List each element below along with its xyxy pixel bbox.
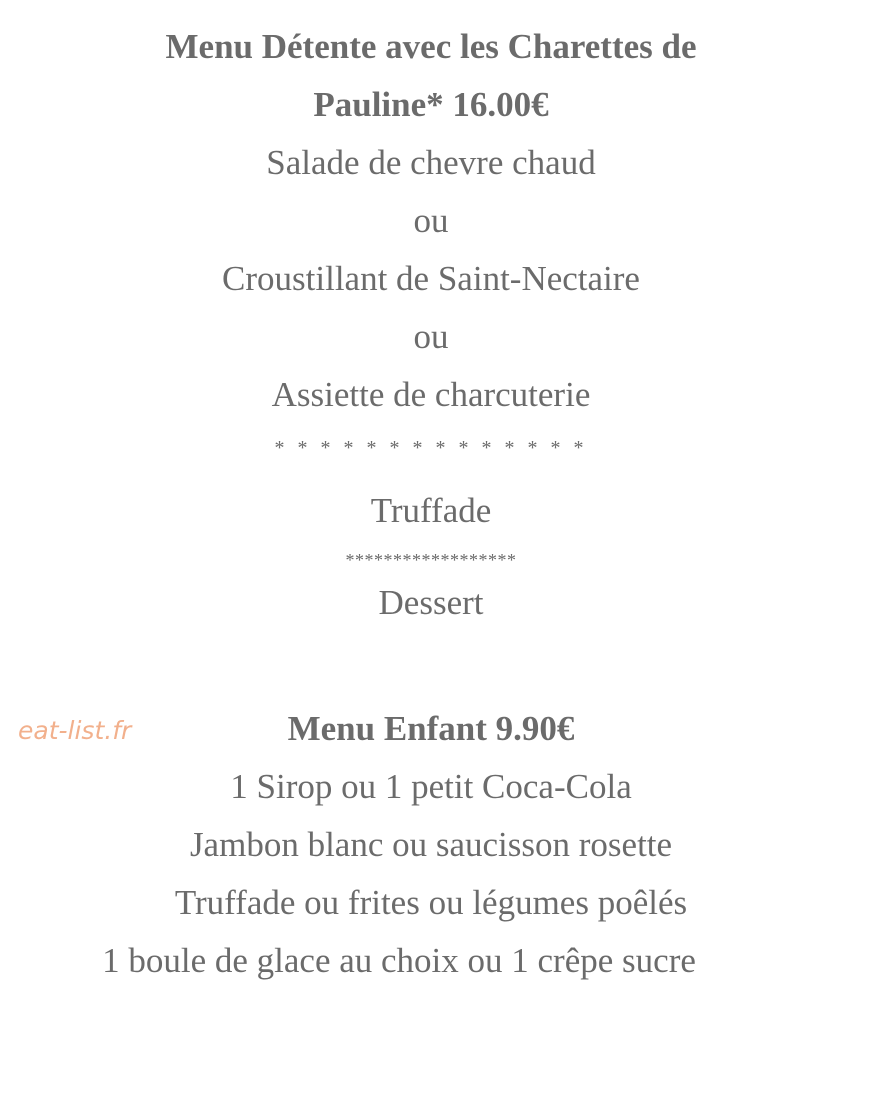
- menu-item-starter: Croustillant de Saint-Nectaire: [222, 259, 640, 298]
- menu-item-or: ou: [413, 201, 449, 240]
- separator-stars: ******************: [345, 550, 517, 570]
- watermark-logo: eat-list.fr: [18, 716, 132, 745]
- menu-item-starter: Salade de chevre chaud: [266, 143, 596, 182]
- menu-item-dessert: Dessert: [378, 583, 484, 622]
- menu-item-starter: Jambon blanc ou saucisson rosette: [189, 825, 673, 864]
- menu-enfant-title: Menu Enfant 9.90€: [287, 709, 575, 748]
- menu-item-starter: Assiette de charcuterie: [271, 375, 591, 414]
- menu-detente-title-line2: Pauline* 16.00€: [313, 85, 549, 124]
- separator-stars: * * * * * * * * * * * * * *: [274, 437, 588, 459]
- menu-item-drink: 1 Sirop ou 1 petit Coca-Cola: [230, 767, 632, 806]
- menu-detente-title-line1: Menu Détente avec les Charettes de: [165, 27, 697, 66]
- menu-item-dessert: 1 boule de glace au choix ou 1 crêpe sucre: [102, 941, 696, 980]
- menu-item-or: ou: [413, 317, 449, 356]
- menu-item-main: Truffade ou frites ou légumes poêlés: [174, 883, 688, 922]
- menu-item-main: Truffade: [370, 491, 492, 530]
